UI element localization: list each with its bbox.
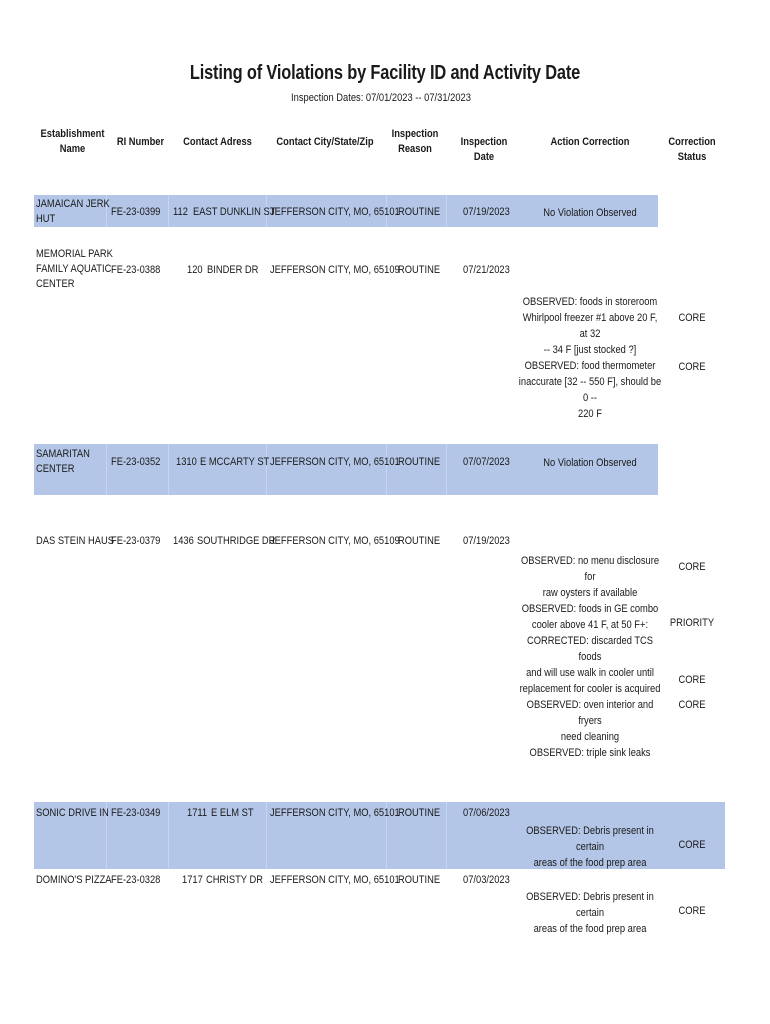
action-line: OBSERVED: food thermometer (524, 360, 656, 372)
address-number: 1310 (176, 456, 197, 468)
header-line: Name (59, 143, 86, 155)
action-line: inaccurate [32 -- 550 F], should be 0 -- (518, 376, 662, 404)
inspection-date: 07/19/2023 (463, 206, 510, 218)
contact-city: JEFFERSON CITY, MO, 65109 (270, 535, 400, 547)
address-number: 1436 (173, 535, 194, 547)
inspection-date: 07/06/2023 (463, 807, 510, 819)
name-line: CENTER (36, 278, 75, 290)
correction-status: CORE (678, 699, 706, 711)
ri-number: FE-23-0349 (111, 807, 161, 819)
ri-number: FE-23-0379 (111, 535, 161, 547)
action-correction (518, 294, 663, 422)
establishment-name: SONIC DRIVE IN (36, 807, 109, 819)
report-title: Listing of Violations by Facility ID and Activity Date (189, 62, 581, 84)
action-correction (518, 553, 663, 761)
address-street: E ELM ST (211, 807, 254, 819)
inspection-reason: ROUTINE (398, 456, 441, 468)
action-line: Whirlpool freezer #1 above 20 F, at 32 (522, 312, 658, 340)
header-ri-number: RI Number (116, 136, 165, 148)
correction-status: CORE (678, 839, 706, 851)
contact-city: JEFFERSON CITY, MO, 65101 (270, 807, 400, 819)
address-street: BINDER DR (207, 264, 259, 276)
ri-number: FE-23-0399 (111, 206, 161, 218)
action-line: OBSERVED: Debris present in certain (526, 825, 654, 853)
divider (446, 802, 447, 869)
action-line: replacement for cooler is acquired (519, 683, 661, 695)
inspection-date: 07/19/2023 (463, 535, 510, 547)
correction-status: CORE (678, 674, 706, 686)
contact-city: JEFFERSON CITY, MO, 65101 (270, 874, 400, 886)
correction-status: CORE (678, 561, 706, 573)
header-line: Reason (398, 143, 432, 155)
divider (168, 802, 169, 869)
action-line: need cleaning (560, 731, 620, 743)
header-establishment-name (36, 127, 108, 157)
contact-city: JEFFERSON CITY, MO, 65101 (270, 206, 400, 218)
action-line: OBSERVED: foods in GE combo (521, 603, 659, 615)
inspection-date: 07/21/2023 (463, 264, 510, 276)
address-street: SOUTHRIDGE DR (197, 535, 276, 547)
contact-city: JEFFERSON CITY, MO, 65101 (270, 456, 400, 468)
inspection-reason: ROUTINE (398, 874, 441, 886)
action-line: OBSERVED: triple sink leaks (529, 747, 651, 759)
correction-status: PRIORITY (669, 617, 715, 629)
address-number: 1711 (187, 807, 208, 819)
name-line: JAMAICAN JERK (36, 198, 110, 210)
action-line: raw oysters if available (542, 587, 638, 599)
action-line: OBSERVED: foods in storeroom (522, 296, 658, 308)
header-contact-city: Contact City/State/Zip (276, 136, 374, 148)
inspection-date: 07/03/2023 (463, 874, 510, 886)
divider (168, 444, 169, 495)
establishment-name (36, 247, 113, 292)
action-line: OBSERVED: oven interior and fryers (526, 699, 654, 727)
action-line: areas of the food prep area (533, 857, 647, 869)
action-correction (514, 823, 667, 871)
contact-city: JEFFERSON CITY, MO, 65109 (270, 264, 400, 276)
inspection-reason: ROUTINE (398, 206, 441, 218)
address-street: EAST DUNKLIN ST (193, 206, 276, 218)
name-line: FAMILY AQUATIC (36, 263, 112, 275)
action-correction: No Violation Observed (543, 457, 637, 469)
header-contact-address: Contact Adress (183, 136, 252, 148)
header-line: Inspection (391, 128, 439, 140)
ri-number: FE-23-0328 (111, 874, 161, 886)
ri-number: FE-23-0352 (111, 456, 161, 468)
divider (168, 195, 169, 227)
name-line: SAMARITAN (36, 448, 90, 460)
header-action-correction: Action Correction (550, 136, 630, 148)
correction-status: CORE (678, 361, 706, 373)
action-correction (514, 889, 667, 937)
divider (446, 195, 447, 227)
action-line: and will use walk in cooler until (526, 667, 654, 679)
header-line: Establishment (40, 128, 105, 140)
action-line: cooler above 41 F, at 50 F+: (531, 619, 649, 631)
action-line: OBSERVED: no menu disclosure for (520, 555, 660, 583)
inspection-date: 07/07/2023 (463, 456, 510, 468)
action-line: 220 F (578, 408, 602, 420)
divider (446, 444, 447, 495)
establishment-name (36, 197, 110, 227)
name-line: MEMORIAL PARK (36, 248, 113, 260)
action-line: -- 34 F [just stocked ?] (543, 344, 637, 356)
correction-status: CORE (678, 312, 706, 324)
address-number: 1717 (182, 874, 203, 886)
address-street: CHRISTY DR (206, 874, 263, 886)
name-line: HUT (36, 213, 56, 225)
establishment-name: DOMINO'S PIZZA (36, 874, 112, 886)
header-correction-status: Correction Status (668, 136, 716, 163)
action-line: areas of the food prep area (533, 923, 647, 935)
name-line: CENTER (36, 463, 75, 475)
header-inspection-reason (390, 127, 441, 157)
correction-status: CORE (678, 905, 706, 917)
action-correction: No Violation Observed (543, 207, 637, 219)
address-number: 112 (173, 206, 188, 218)
inspection-reason: ROUTINE (398, 807, 441, 819)
address-number: 120 (187, 264, 203, 276)
establishment-name: DAS STEIN HAUS (36, 535, 114, 547)
inspection-reason: ROUTINE (398, 535, 441, 547)
action-line: OBSERVED: Debris present in certain (526, 891, 654, 919)
report-date-range: Inspection Dates: 07/01/2023 -- 07/31/2023 (291, 92, 471, 104)
header-inspection-date: Inspection Date (460, 136, 508, 163)
address-street: E MCCARTY ST (200, 456, 270, 468)
establishment-name (36, 447, 90, 477)
divider (266, 802, 267, 869)
inspection-reason: ROUTINE (398, 264, 441, 276)
divider (106, 444, 107, 495)
action-line: CORRECTED: discarded TCS foods (526, 635, 654, 663)
ri-number: FE-23-0388 (111, 264, 161, 276)
